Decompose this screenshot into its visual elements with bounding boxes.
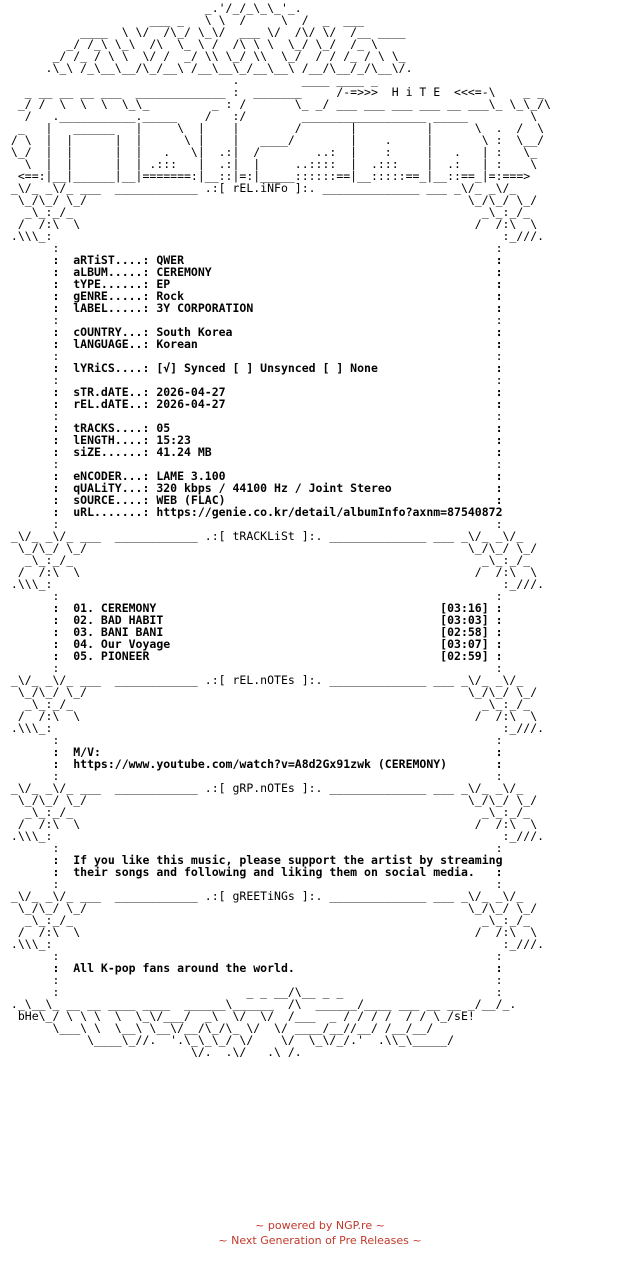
nfo-line: : : bbox=[4, 973, 503, 987]
nfo-line: \_/\_/ \_/ \_/\_/ \_/ bbox=[4, 685, 538, 699]
nfo-line: : _ _ __/\__ _ _ : bbox=[4, 985, 503, 999]
nfo-line: : : bbox=[4, 949, 503, 963]
nfo-line: : eNCODER...: LAME 3.100 : bbox=[4, 469, 503, 483]
nfo-line: : aRTiST....: QWER : bbox=[4, 253, 503, 267]
nfo-line: / /:\ \ / /:\ \ bbox=[4, 817, 538, 831]
nfo-line: : tRACKS....: 05 : bbox=[4, 421, 503, 435]
nfo-line: \_/ | | | | . \| .:| / ..: | : | . | : \_ bbox=[4, 145, 538, 159]
nfo-line: : M/V: : bbox=[4, 745, 503, 759]
nfo-line: .\\\_: :_///. bbox=[4, 937, 545, 951]
nfo-line: : 02. BAD HABIT [03:03] : bbox=[4, 613, 503, 627]
nfo-line: _/ /_ / \ \ \/ / _/ \\ \_/ \\ \_/ / / /_ / \ \_ bbox=[4, 49, 406, 63]
nfo-line: : : bbox=[4, 373, 503, 387]
nfo-line: : aLBUM.....: CEREMONY : bbox=[4, 265, 503, 279]
nfo-line: ___ _ \ \ / \ / _ ___ bbox=[4, 13, 365, 27]
nfo-line: _\/_ _\/_ ___ ____________ .:[ gRP.nOTEs ]:. ______________ ___ _\/_ _\/_ bbox=[4, 781, 524, 795]
nfo-line: _\/_ _\/_ ___ ____________ .:[ rEL.nOTEs ]:. ______________ ___ _\/_ _\/_ bbox=[4, 673, 524, 687]
nfo-line: .\\\_: :_///. bbox=[4, 829, 545, 843]
nfo-line: .\\\_: :_///. bbox=[4, 577, 545, 591]
nfo-line: _\_:_/_ _\_:_/_ bbox=[4, 205, 531, 219]
nfo-line: \/. .\/ .\_/. bbox=[4, 1045, 302, 1058]
nfo-line: .\\\_: :_///. bbox=[4, 229, 545, 243]
nfo-line: _\/_ _\/_ ___ ____________ .:[ rEL.iNFo ]:. ______________ ___ _\/_ _\/_ bbox=[4, 181, 517, 195]
nfo-line: \___\ \ \__\ \__\/__/\_/\_ \/ \/ ____/__//__/ /__/__/ bbox=[4, 1021, 434, 1035]
nfo-line: : : bbox=[4, 349, 503, 363]
nfo-line: \_/\_/ \_/ \_/\_/ \_/ bbox=[4, 901, 538, 915]
nfo-line: _\_:_/_ _\_:_/_ bbox=[4, 913, 531, 927]
nfo-line: : 05. PIONEER [02:59] : bbox=[4, 649, 503, 663]
nfo-line: : lYRiCS....: [√] Synced [ ] Unsynced [ ] None : bbox=[4, 361, 503, 375]
nfo-line: : : bbox=[4, 733, 503, 747]
nfo-line: bHe\_/ \ \ \ \ \_\/___/ _\ \/ \/ /___ _ / / / / / / \_/sE! bbox=[4, 1009, 475, 1023]
nfo-line: \_/\_/ \_/ \_/\_/ \_/ bbox=[4, 193, 538, 207]
nfo-line: _ | ______ | \ | | / | | \ . / \ bbox=[4, 121, 545, 135]
nfo-line: .\\\_: :_///. bbox=[4, 721, 545, 735]
nfo-line: / .___________._____ / :/ __________________ _____ \ bbox=[4, 109, 538, 123]
nfo-line: : : bbox=[4, 769, 503, 783]
nfo-line: : sTR.dATE..: 2026-04-27 : bbox=[4, 385, 503, 399]
nfo-line: \_/\_/ \_/ \_/\_/ \_/ bbox=[4, 793, 538, 807]
nfo-line: _\_:_/_ _\_:_/_ bbox=[4, 697, 531, 711]
footer-powered-by-link[interactable]: ~ powered by NGP.re ~ bbox=[255, 1219, 385, 1232]
nfo-line: _/ /_\ \_\ /\ \_ \ / /\ \ \ \_/ \_/ /_ \ bbox=[4, 37, 392, 51]
nfo-line: : https://www.youtube.com/watch?v=A8d2Gx91zwk (CEREMONY) : bbox=[4, 757, 503, 771]
nfo-line: : : bbox=[4, 841, 503, 855]
nfo-line: : All K-pop fans around the world. : bbox=[4, 961, 503, 975]
footer-tagline: ~ Next Generation of Pre Releases ~ bbox=[218, 1234, 422, 1247]
nfo-line: : 01. CEREMONY [03:16] : bbox=[4, 601, 503, 615]
nfo-line: ._\__\_ __ __ ____ ____ ______\______ /\ ______/____ ___ __ __ _/__/_. bbox=[4, 997, 517, 1011]
nfo-line: .\_\ /_\__\__/\_/__\ /__\__\_/__\__\ /__/\__/_/\__\/. bbox=[4, 61, 413, 75]
nfo-line: _ __ __ __ ___ _____________ : _______ /-=>>> H i T E <<<=-\ _ _ bbox=[4, 85, 545, 99]
nfo-line: _\/_ _\/_ ___ ____________ .:[ tRACKLiSt ]:. ______________ ___ _\/_ _\/_ bbox=[4, 529, 524, 543]
nfo-document bbox=[4, 2, 636, 1058]
footer bbox=[0, 1218, 640, 1248]
nfo-line: / /:\ \ / /:\ \ bbox=[4, 709, 538, 723]
nfo-line: \_/\_/ \_/ \_/\_/ \_/ bbox=[4, 541, 538, 555]
nfo-line: _/ / \ \ \ \_\_ _ : / \_ _/ ___ ___ ___ ___ __ ___\_ \_\_/\ bbox=[4, 97, 551, 111]
nfo-line: . ____ ____ _ bbox=[4, 73, 378, 87]
nfo-line: / /:\ \ / /:\ \ bbox=[4, 925, 538, 939]
nfo-line: : gENRE.....: Rock : bbox=[4, 289, 503, 303]
nfo-line: : their songs and following and liking them on social media. : bbox=[4, 865, 503, 879]
nfo-line: : : bbox=[4, 409, 503, 423]
nfo-line: / /:\ \ / /:\ \ bbox=[4, 565, 538, 579]
nfo-line: : qUALiTY...: 320 kbps / 44100 Hz / Joint Stereo : bbox=[4, 481, 503, 495]
nfo-line: : : bbox=[4, 589, 503, 603]
nfo-line: : lANGUAGE..: Korean : bbox=[4, 337, 503, 351]
nfo-line: : lENGTH....: 15:23 : bbox=[4, 433, 503, 447]
nfo-line: : : bbox=[4, 313, 503, 327]
nfo-line: : 04. Our Voyage [03:07] : bbox=[4, 637, 503, 651]
nfo-line: <==:|__|______|__|=======:|__::|=:|_____::::::==|__:::::==_|__::==_|=:===> bbox=[4, 169, 531, 183]
nfo-line: : : bbox=[4, 661, 503, 675]
nfo-line: _\/_ _\/_ ___ ____________ .:[ gREETiNGs ]:. ______________ ___ _\/_ _\/_ bbox=[4, 889, 524, 903]
nfo-line: ____ \ \/ /\_/ \_\/ ___ \/ /\/ \/ /__ ____ bbox=[4, 25, 406, 39]
nfo-line: : uRL.......: https://genie.co.kr/detail/albumInfo?axnm=87540872 bbox=[4, 505, 503, 519]
nfo-line: _.'/_/_\_\_'_. bbox=[4, 2, 302, 15]
nfo-line: : lABEL.....: 3Y CORPORATION : bbox=[4, 301, 503, 315]
nfo-line: / \ | | | | \ | | ____/ | . | \ : \__/ bbox=[4, 133, 545, 147]
nfo-line: _\_:_/_ _\_:_/_ bbox=[4, 805, 531, 819]
nfo-line: : siZE......: 41.24 MB : bbox=[4, 445, 503, 459]
nfo-line: : If you like this music, please support the artist by streaming bbox=[4, 853, 503, 867]
nfo-line: : : bbox=[4, 877, 503, 891]
nfo-line: / /:\ \ / /:\ \ bbox=[4, 217, 538, 231]
nfo-line: : 03. BANI BANI [02:58] : bbox=[4, 625, 503, 639]
nfo-line: : cOUNTRY...: South Korea : bbox=[4, 325, 503, 339]
nfo-line: \ | | | | .::: | .:| | ..:::: | .::: | .: | : \ bbox=[4, 157, 538, 171]
nfo-line: : tYPE......: EP : bbox=[4, 277, 503, 291]
nfo-line: : : bbox=[4, 457, 503, 471]
nfo-line: \____\_//. '.\_\_\_/ \/ \/ \_\/_/.' .\\_\_____/ bbox=[4, 1033, 455, 1047]
nfo-line: : : bbox=[4, 241, 503, 255]
nfo-line: : rEL.dATE..: 2026-04-27 : bbox=[4, 397, 503, 411]
nfo-line: : sOURCE....: WEB (FLAC) : bbox=[4, 493, 503, 507]
nfo-line: : : bbox=[4, 517, 503, 531]
nfo-line: _\_:_/_ _\_:_/_ bbox=[4, 553, 531, 567]
